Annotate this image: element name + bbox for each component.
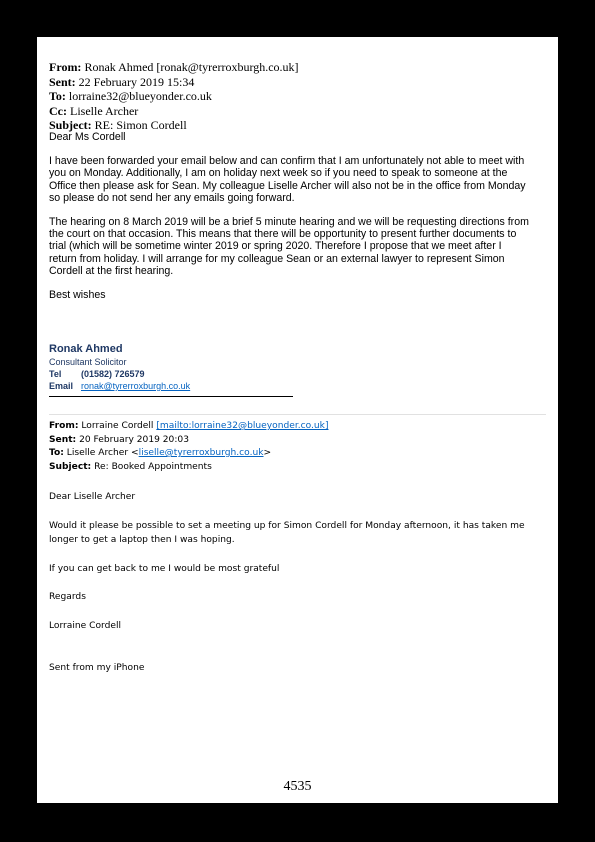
from-label: From:: [49, 60, 82, 74]
sender-name: Lorraine Cordell: [49, 620, 122, 631]
cc-label: Cc:: [49, 103, 67, 118]
regards: Regards: [49, 592, 86, 602]
to-email-link[interactable]: liselle@tyrerroxburgh.co.uk: [138, 448, 264, 458]
paragraph-2: [49, 216, 549, 277]
from-mailto-link[interactable]: [mailto:lorraine32@blueyonder.co.uk]: [156, 421, 329, 431]
paragraph-1: [49, 519, 549, 548]
text-line: Would it please be possible to set a meeting up for Simon Cordell for Monday afternoon, it has taken me: [49, 520, 525, 531]
subject-label: Subject:: [49, 461, 92, 472]
text-line: Office then please ask for Sean. My colleague Liselle Archer will also not be in the office from Monday: [49, 179, 526, 192]
cc-row: [49, 104, 549, 119]
text-line: you on Monday. Additionally, I am on holiday next week so if you need to speak to someone at the: [49, 167, 508, 180]
document-page: [37, 37, 558, 803]
second-email-body: [49, 490, 549, 676]
sent-value: 22 February 2019 15:34: [78, 74, 195, 89]
tel-value: (01582) 726579: [81, 369, 145, 379]
first-email-body: [49, 131, 549, 301]
closing: Best wishes: [49, 289, 106, 302]
to-value: lorraine32@blueyonder.co.uk: [68, 89, 212, 104]
subject-value: Re: Booked Appointments: [94, 461, 212, 472]
signature-email-row: [49, 380, 349, 392]
email-divider: [49, 414, 546, 415]
text-line: The hearing on 8 March 2019 will be a brief 5 minute hearing and we will be requesting directions from: [49, 216, 529, 229]
subject-label: Subject:: [49, 118, 92, 133]
sent-value: 20 February 2019 20:03: [79, 434, 189, 445]
text-line: return from holiday. I will arrange for my colleague Sean or an external lawyer to represent Simon: [49, 252, 505, 265]
text-line: Cordell at the first hearing.: [49, 264, 174, 277]
sent-from: Sent from my iPhone: [49, 663, 145, 673]
sent-row: [49, 75, 549, 90]
subject-value: RE: Simon Cordell: [94, 118, 187, 133]
from-row: [49, 60, 549, 75]
from-name: Lorraine Cordell: [81, 421, 157, 431]
greeting: Dear Liselle Archer: [49, 492, 136, 502]
second-email-header: [49, 420, 549, 474]
from-value: Ronak Ahmed [ronak@tyrerroxburgh.co.uk]: [84, 60, 299, 74]
to-row: [49, 89, 549, 104]
to-bracket: >: [263, 448, 272, 458]
text-line: trial (which will be sometime winter 2019 or spring 2020. Therefore I propose that we meet after I: [49, 240, 502, 253]
subject-row: [49, 461, 549, 475]
sent-label: Sent:: [49, 434, 77, 445]
text-line: I have been forwarded your email below and can confirm that I am unfortunately not able to meet with: [49, 155, 525, 168]
to-row: [49, 447, 549, 461]
tel-label: Tel: [49, 369, 62, 379]
page-number: 4535: [283, 779, 312, 794]
signature-rule: [49, 396, 293, 397]
email-label: Email: [49, 381, 74, 391]
paragraph-1: [49, 155, 549, 204]
signature-title: Consultant Solicitor: [49, 357, 127, 367]
text-line: longer to get a laptop then I was hoping.: [49, 535, 235, 545]
to-label: To:: [49, 89, 66, 104]
to-name: Liselle Archer <: [66, 448, 139, 458]
email-signature: [49, 342, 349, 397]
first-email-header: [49, 60, 549, 133]
text-line: the court on that occasion. This means that there will be opportunity to present further documents to: [49, 228, 517, 241]
signature-email-link[interactable]: ronak@tyrerroxburgh.co.uk: [81, 381, 191, 391]
paragraph-2: If you can get back to me I would be most grateful: [49, 563, 280, 574]
sent-label: Sent:: [49, 74, 76, 89]
text-line: so please do not send her any emails going forward.: [49, 191, 295, 204]
signature-tel-row: [49, 368, 349, 380]
from-row: [49, 420, 549, 434]
to-label: To:: [49, 448, 64, 458]
signature-name: Ronak Ahmed: [49, 343, 123, 355]
sent-row: [49, 434, 549, 448]
greeting: Dear Ms Cordell: [49, 131, 126, 143]
from-label: From:: [49, 421, 79, 431]
cc-value: Liselle Archer: [70, 103, 139, 118]
